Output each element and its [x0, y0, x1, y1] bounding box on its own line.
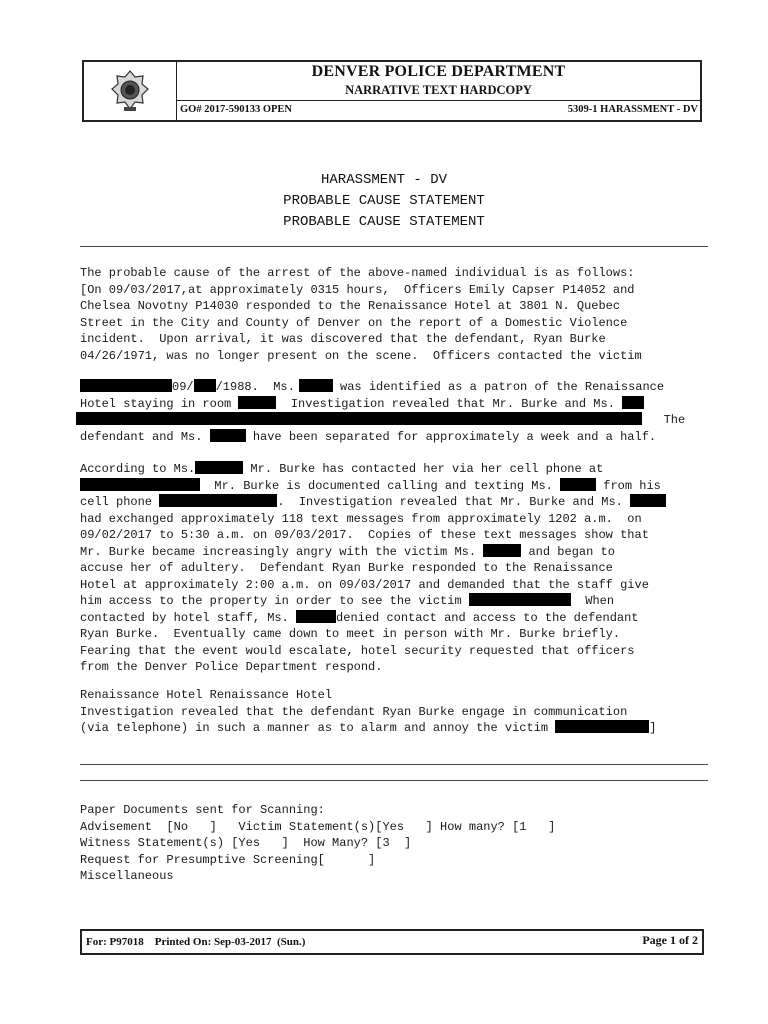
printed-info: For: P97018 Printed On: Sep-03-2017 (Sun.): [86, 936, 306, 948]
redaction-bar: [195, 461, 243, 474]
redaction-bar: [159, 494, 277, 507]
narrative-paragraph-1: [80, 265, 710, 364]
report-header: [82, 60, 702, 122]
redaction-bar: [296, 610, 336, 623]
text-line: (via telephone) in such a manner as to alarm and annoy the victim ]: [80, 721, 657, 735]
redaction-bar: [80, 379, 172, 392]
text-line: him access to the property in order to see the victim When: [80, 594, 615, 608]
redaction-bar: [194, 379, 216, 392]
police-badge-icon: [84, 62, 177, 120]
text-line: The: [80, 412, 710, 429]
title-line-3: PROBABLE CAUSE STATEMENT: [283, 214, 485, 230]
redaction-bar: [469, 593, 571, 606]
text-line: Hotel at approximately 2:00 a.m. on 09/03/2017 and demanded that the staff give: [80, 577, 649, 592]
title-line-2: PROBABLE CAUSE STATEMENT: [283, 193, 485, 209]
header-divider: [177, 100, 700, 101]
text-line: Street in the City and County of Denver on the report of a Domestic Violence: [80, 315, 628, 330]
report-footer: [80, 929, 704, 955]
redaction-bar: [238, 396, 276, 409]
section-divider: [80, 780, 708, 781]
text-line: According to Ms. Mr. Burke has contacted her via her cell phone at: [80, 462, 604, 476]
text-line: Mr. Burke became increasingly angry with the victim Ms. and began to: [80, 544, 615, 559]
text-line: 09/ /1988. Ms. was identified as a patron of the Renaissance: [80, 379, 710, 396]
department-name: DENVER POLICE DEPARTMENT: [311, 63, 566, 80]
text-line: Witness Statement(s) [Yes ] How Many? [3 ]: [80, 836, 412, 850]
report-subtitle: NARRATIVE TEXT HARDCOPY: [345, 83, 532, 97]
text-line: incident. Upon arrival, it was discovered that the defendant, Ryan Burke: [80, 332, 606, 346]
page-number: Page 1 of 2: [642, 933, 698, 947]
text-line: Advisement [No ] Victim Statement(s)[Yes ] How many? [1 ]: [80, 819, 556, 834]
section-divider: [80, 764, 708, 765]
redaction-bar: [630, 494, 666, 507]
text-line: Renaissance Hotel Renaissance Hotel: [80, 688, 333, 702]
text-line: defendant and Ms. have been separated for approximately a week and a half.: [80, 429, 657, 444]
redaction-bar: [210, 429, 246, 442]
redaction-bar: [80, 478, 200, 491]
narrative-paragraph-2: [80, 379, 710, 445]
statement-titles: [0, 170, 768, 233]
text-line: The probable cause of the arrest of the above-named individual is as follows:: [80, 266, 635, 280]
narrative-paragraph-4: [80, 687, 710, 737]
title-line-1: HARASSMENT - DV: [320, 172, 448, 188]
text-line: 04/26/1971, was no longer present on the scene. Officers contacted the victim: [80, 348, 642, 363]
offense-code: 5309-1 HARASSMENT - DV: [567, 104, 698, 115]
text-line: Fearing that the event would escalate, hotel security requested that officers: [80, 643, 635, 658]
text-line: Investigation revealed that the defendant Ryan Burke engage in communication: [80, 704, 628, 719]
redaction-bar: [76, 412, 642, 425]
text-line: Hotel staying in room Investigation revealed that Mr. Burke and Ms.: [80, 396, 710, 413]
text-line: from the Denver Police Department respond.: [80, 660, 383, 674]
redaction-bar: [555, 720, 649, 733]
text-line: [On 09/03/2017,at approximately 0315 hours, Officers Emily Capser P14052 and: [80, 282, 635, 297]
redaction-bar: [560, 478, 596, 491]
narrative-paragraph-3: [80, 461, 710, 676]
redaction-bar: [483, 544, 521, 557]
text-line: Miscellaneous: [80, 869, 174, 883]
section-divider: [80, 246, 708, 247]
scanned-documents-section: [80, 802, 710, 885]
text-line: Chelsea Novotny P14030 responded to the Renaissance Hotel at 3801 N. Quebec: [80, 299, 621, 313]
text-line: Ryan Burke. Eventually came down to meet in person with Mr. Burke briefly.: [80, 627, 621, 641]
text-line: 09/02/2017 to 5:30 a.m. on 09/03/2017. Copies of these text messages show that: [80, 528, 649, 542]
text-line: had exchanged approximately 118 text messages from approximately 1202 a.m. on: [80, 511, 642, 526]
text-line: accuse her of adultery. Defendant Ryan Burke responded to the Renaissance: [80, 561, 613, 575]
text-line: Request for Presumptive Screening[ ]: [80, 852, 376, 867]
text-line: contacted by hotel staff, Ms. denied contact and access to the defendant: [80, 610, 639, 625]
redaction-bar: [299, 379, 333, 392]
text-line: cell phone . Investigation revealed that Mr. Burke and Ms.: [80, 494, 710, 511]
header-text-area: [177, 62, 700, 120]
redaction-bar: [622, 396, 644, 409]
go-number: GO# 2017-590133 OPEN: [180, 104, 292, 115]
text-line: Mr. Burke is documented calling and texting Ms. from his: [80, 478, 710, 495]
text-line: Paper Documents sent for Scanning:: [80, 803, 325, 817]
